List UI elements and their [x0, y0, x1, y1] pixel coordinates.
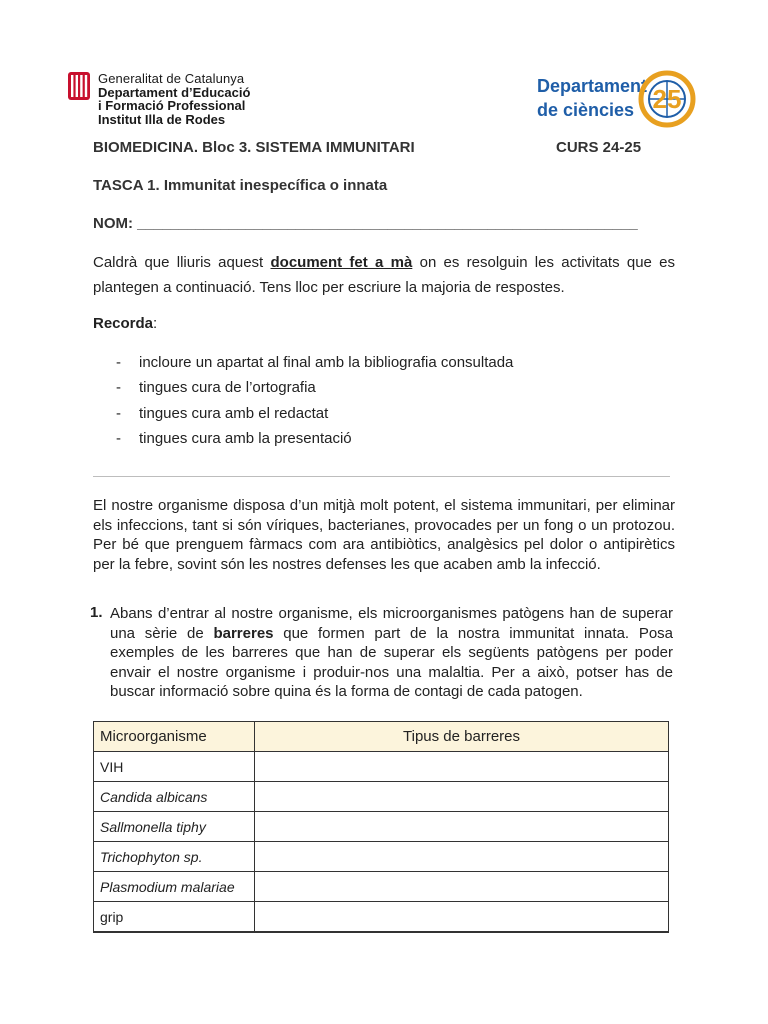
answer-cell[interactable]: [255, 902, 669, 933]
question-1-before: Abans d’entrar al nostre organisme, els microorganismes patògens han de superar una sèrie de: [110, 605, 673, 642]
question-1-emphasis: barreres: [213, 624, 274, 642]
answer-cell[interactable]: [255, 752, 669, 782]
answer-cell[interactable]: [255, 812, 669, 842]
generalitat-line-1: Generalitat de Catalunya: [98, 71, 245, 86]
table-row: [94, 812, 669, 842]
answer-cell[interactable]: [255, 842, 669, 872]
departament-line-1: Departament: [537, 76, 648, 96]
question-1-number: 1.: [90, 604, 103, 621]
anniversary-badge-icon: [633, 68, 703, 130]
barriers-table: [93, 721, 669, 933]
table-row: [94, 902, 669, 933]
reminder-list: [113, 350, 513, 451]
generalitat-line-2: Departament d’Educació: [98, 84, 251, 100]
departament-text: [537, 74, 647, 122]
table-row: [94, 752, 669, 782]
microorganism-cell: grip: [94, 902, 255, 933]
generalitat-line-3: i Formació Professional: [98, 98, 246, 113]
immune-system-paragraph: El nostre organisme disposa d’un mitjà molt potent, el sistema immunitari, per eliminar els infeccions, tant si són víriques, bacterianes, provocades per un fong o un protozou. Per bé que prenguem fàrmacs com ara antibiòtics, analgèsics pel dolor o antipirètics per la febre, sovint són les nostres defenses les que acaben amb la infecció.: [93, 497, 675, 573]
generalitat-logo: [68, 72, 268, 128]
departament-ciencies-logo: [537, 68, 707, 132]
course-label: CURS 24-25: [556, 139, 642, 156]
question-1-after: que formen part de la nostra immunitat innata. Posa exemples de les barreres que han de superar els següents patògens per poder envair el nostre organisme i produir-nos una malaltia. Per a això, potser has de buscar informació sobre quina és la forma de contagi de cada patogen.: [110, 624, 674, 700]
microorganism-cell: Plasmodium malariae: [94, 872, 255, 902]
intro-paragraph: [93, 250, 675, 300]
horizontal-divider: [93, 476, 670, 477]
table-row: [94, 842, 669, 872]
badge-number: 25: [652, 84, 682, 114]
departament-line-2: de ciències: [537, 100, 635, 120]
table-row: [94, 782, 669, 812]
table-row: [94, 872, 669, 902]
reminder-label: Recorda: [93, 315, 154, 332]
answer-cell[interactable]: [255, 782, 669, 812]
list-item: - tingues cura amb el redactat: [113, 401, 513, 426]
task-title: TASCA 1. Immunitat inespecífica o innata: [93, 177, 388, 194]
header-microorganisme: Microorganisme: [94, 722, 255, 752]
intro-emphasis: document fet a mà: [270, 254, 413, 271]
table-header-row: [94, 722, 669, 752]
list-item: - tingues cura amb la presentació: [113, 426, 513, 451]
intro-before: Caldrà que lliuris aquest: [93, 254, 271, 271]
name-field-line: NOM: ____________________________________________________________: [93, 215, 638, 232]
generalitat-text: [98, 72, 250, 126]
reminder-suffix: :: [153, 315, 158, 332]
header-tipus-barreres: Tipus de barreres: [255, 722, 669, 752]
page-title: BIOMEDICINA. Bloc 3. SISTEMA IMMUNITARI: [93, 139, 415, 156]
intro-after: on es resolguin les activitats que es plantegen a continuació. Tens lloc per escriure la majoria de respostes.: [93, 254, 675, 296]
microorganism-cell: Candida albicans: [94, 782, 255, 812]
question-1-text: [110, 604, 673, 702]
answer-cell[interactable]: [255, 872, 669, 902]
microorganism-cell: Sallmonella tiphy: [94, 812, 255, 842]
microorganism-cell: Trichophyton sp.: [94, 842, 255, 872]
senyera-shield-icon: [68, 72, 90, 100]
microorganism-cell: VIH: [94, 752, 255, 782]
list-item: - incloure un apartat al final amb la bibliografia consultada: [113, 350, 513, 375]
reminder-heading: [93, 315, 157, 332]
generalitat-line-4: Institut Illa de Rodes: [98, 111, 226, 127]
list-item: - tingues cura de l’ortografia: [113, 375, 513, 400]
